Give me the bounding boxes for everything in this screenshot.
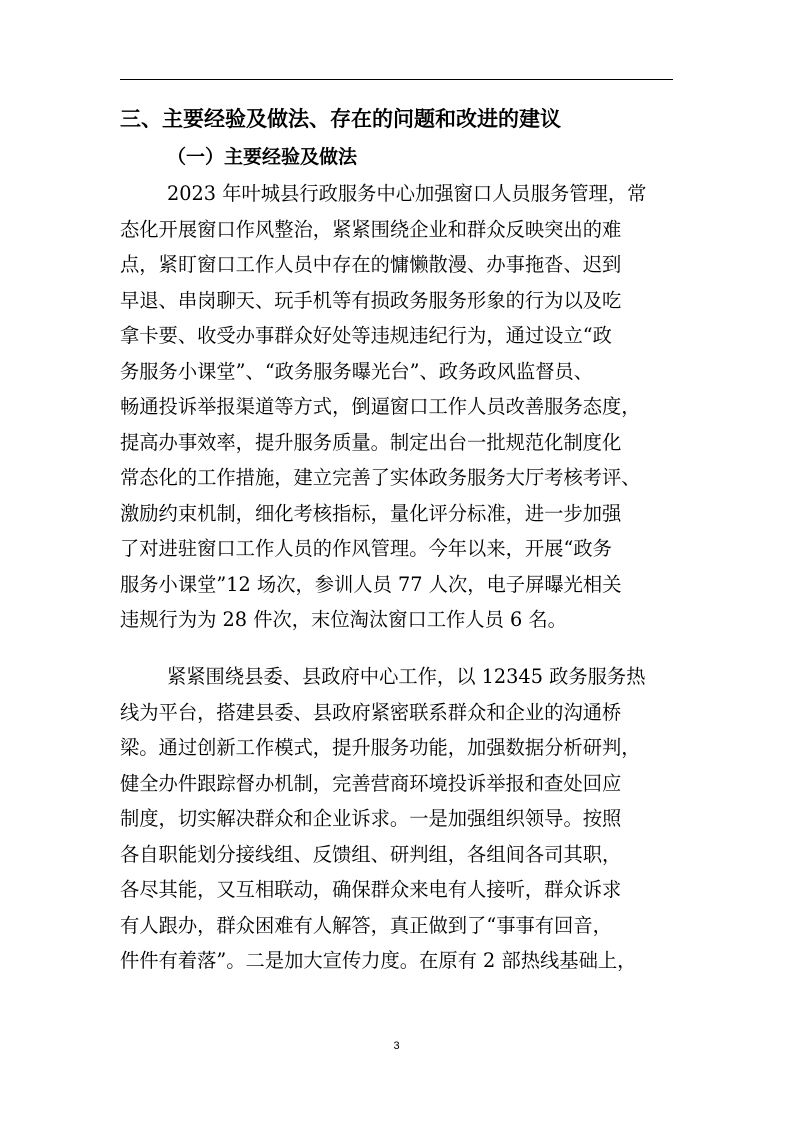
paragraph-line: 常态化的工作措施，建立完善了实体政务服务大厅考核考评、 — [120, 466, 641, 489]
paragraph-line: 线为平台，搭建县委、县政府紧密联系群众和企业的沟通桥 — [120, 700, 622, 724]
paragraph-line: 拿卡要、收受办事群众好处等违规违纪行为，通过设立“政 — [120, 324, 612, 347]
paragraph-line: 梁。通过创新工作模式，提升服务功能，加强数据分析研判， — [120, 736, 641, 759]
paragraph-line: 提高办事效率，提升服务质量。制定出台一批规范化制度化 — [120, 430, 622, 454]
header-rule — [120, 79, 673, 80]
paragraph-line: 畅通投诉举报渠道等方式，倒逼窗口工作人员改善服务态度， — [120, 395, 641, 418]
paragraph-line: 态化开展窗口作风整治，紧紧围绕企业和群众反映突出的难 — [120, 217, 622, 241]
paragraph-line: 务服务小课堂”、“政务服务曝光台”、政务政风监督员、 — [120, 359, 594, 383]
paragraph-line: 制度，切实解决群众和企业诉求。一是加强组织领导。按照 — [120, 807, 622, 830]
paragraph-1 — [120, 176, 673, 638]
paragraph-line: 件件有着落”。二是加大宣传力度。在原有 2 部热线基础上， — [120, 949, 637, 972]
paragraph-line: 各自职能划分接线组、反馈组、研判组，各组间各司其职， — [120, 842, 622, 866]
paragraph-line: 紧紧围绕县委、县政府中心工作，以 12345 政务服务热 — [167, 665, 646, 688]
paragraph-line: 早退、串岗聊天、玩手机等有损政务服务形象的行为以及吃 — [120, 288, 622, 312]
paragraph-line: 了对进驻窗口工作人员的作风管理。今年以来，开展“政务 — [120, 537, 612, 560]
paragraph-line: 激励约束机制，细化考核指标，量化评分标准，进一步加强 — [120, 501, 622, 525]
paragraph-line: 点，紧盯窗口工作人员中存在的慵懒散漫、办事拖沓、迟到 — [120, 253, 622, 276]
paragraph-line: 有人跟办，群众困难有人解答，真正做到了“事事有回音， — [120, 913, 612, 937]
paragraph-line: 违规行为为 28 件次，末位淘汰窗口工作人员 6 名。 — [120, 608, 567, 631]
paragraph-line: 2023 年叶城县行政服务中心加强窗口人员服务管理，常 — [167, 182, 647, 205]
page-number: 3 — [393, 1040, 400, 1052]
paragraph-line: 各尽其能，又互相联动，确保群众来电有人接听，群众诉求 — [120, 878, 622, 901]
paragraph-2 — [120, 659, 673, 979]
paragraph-line: 健全办件跟踪督办机制，完善营商环境投诉举报和查处回应 — [120, 771, 622, 795]
paragraph-line: 服务小课堂”12 场次，参训人员 77 人次，电子屏曝光相关 — [120, 572, 622, 596]
section-heading: 三、主要经验及做法、存在的问题和改进的建议 — [120, 107, 561, 131]
sub-heading: （一）主要经验及做法 — [167, 146, 358, 168]
